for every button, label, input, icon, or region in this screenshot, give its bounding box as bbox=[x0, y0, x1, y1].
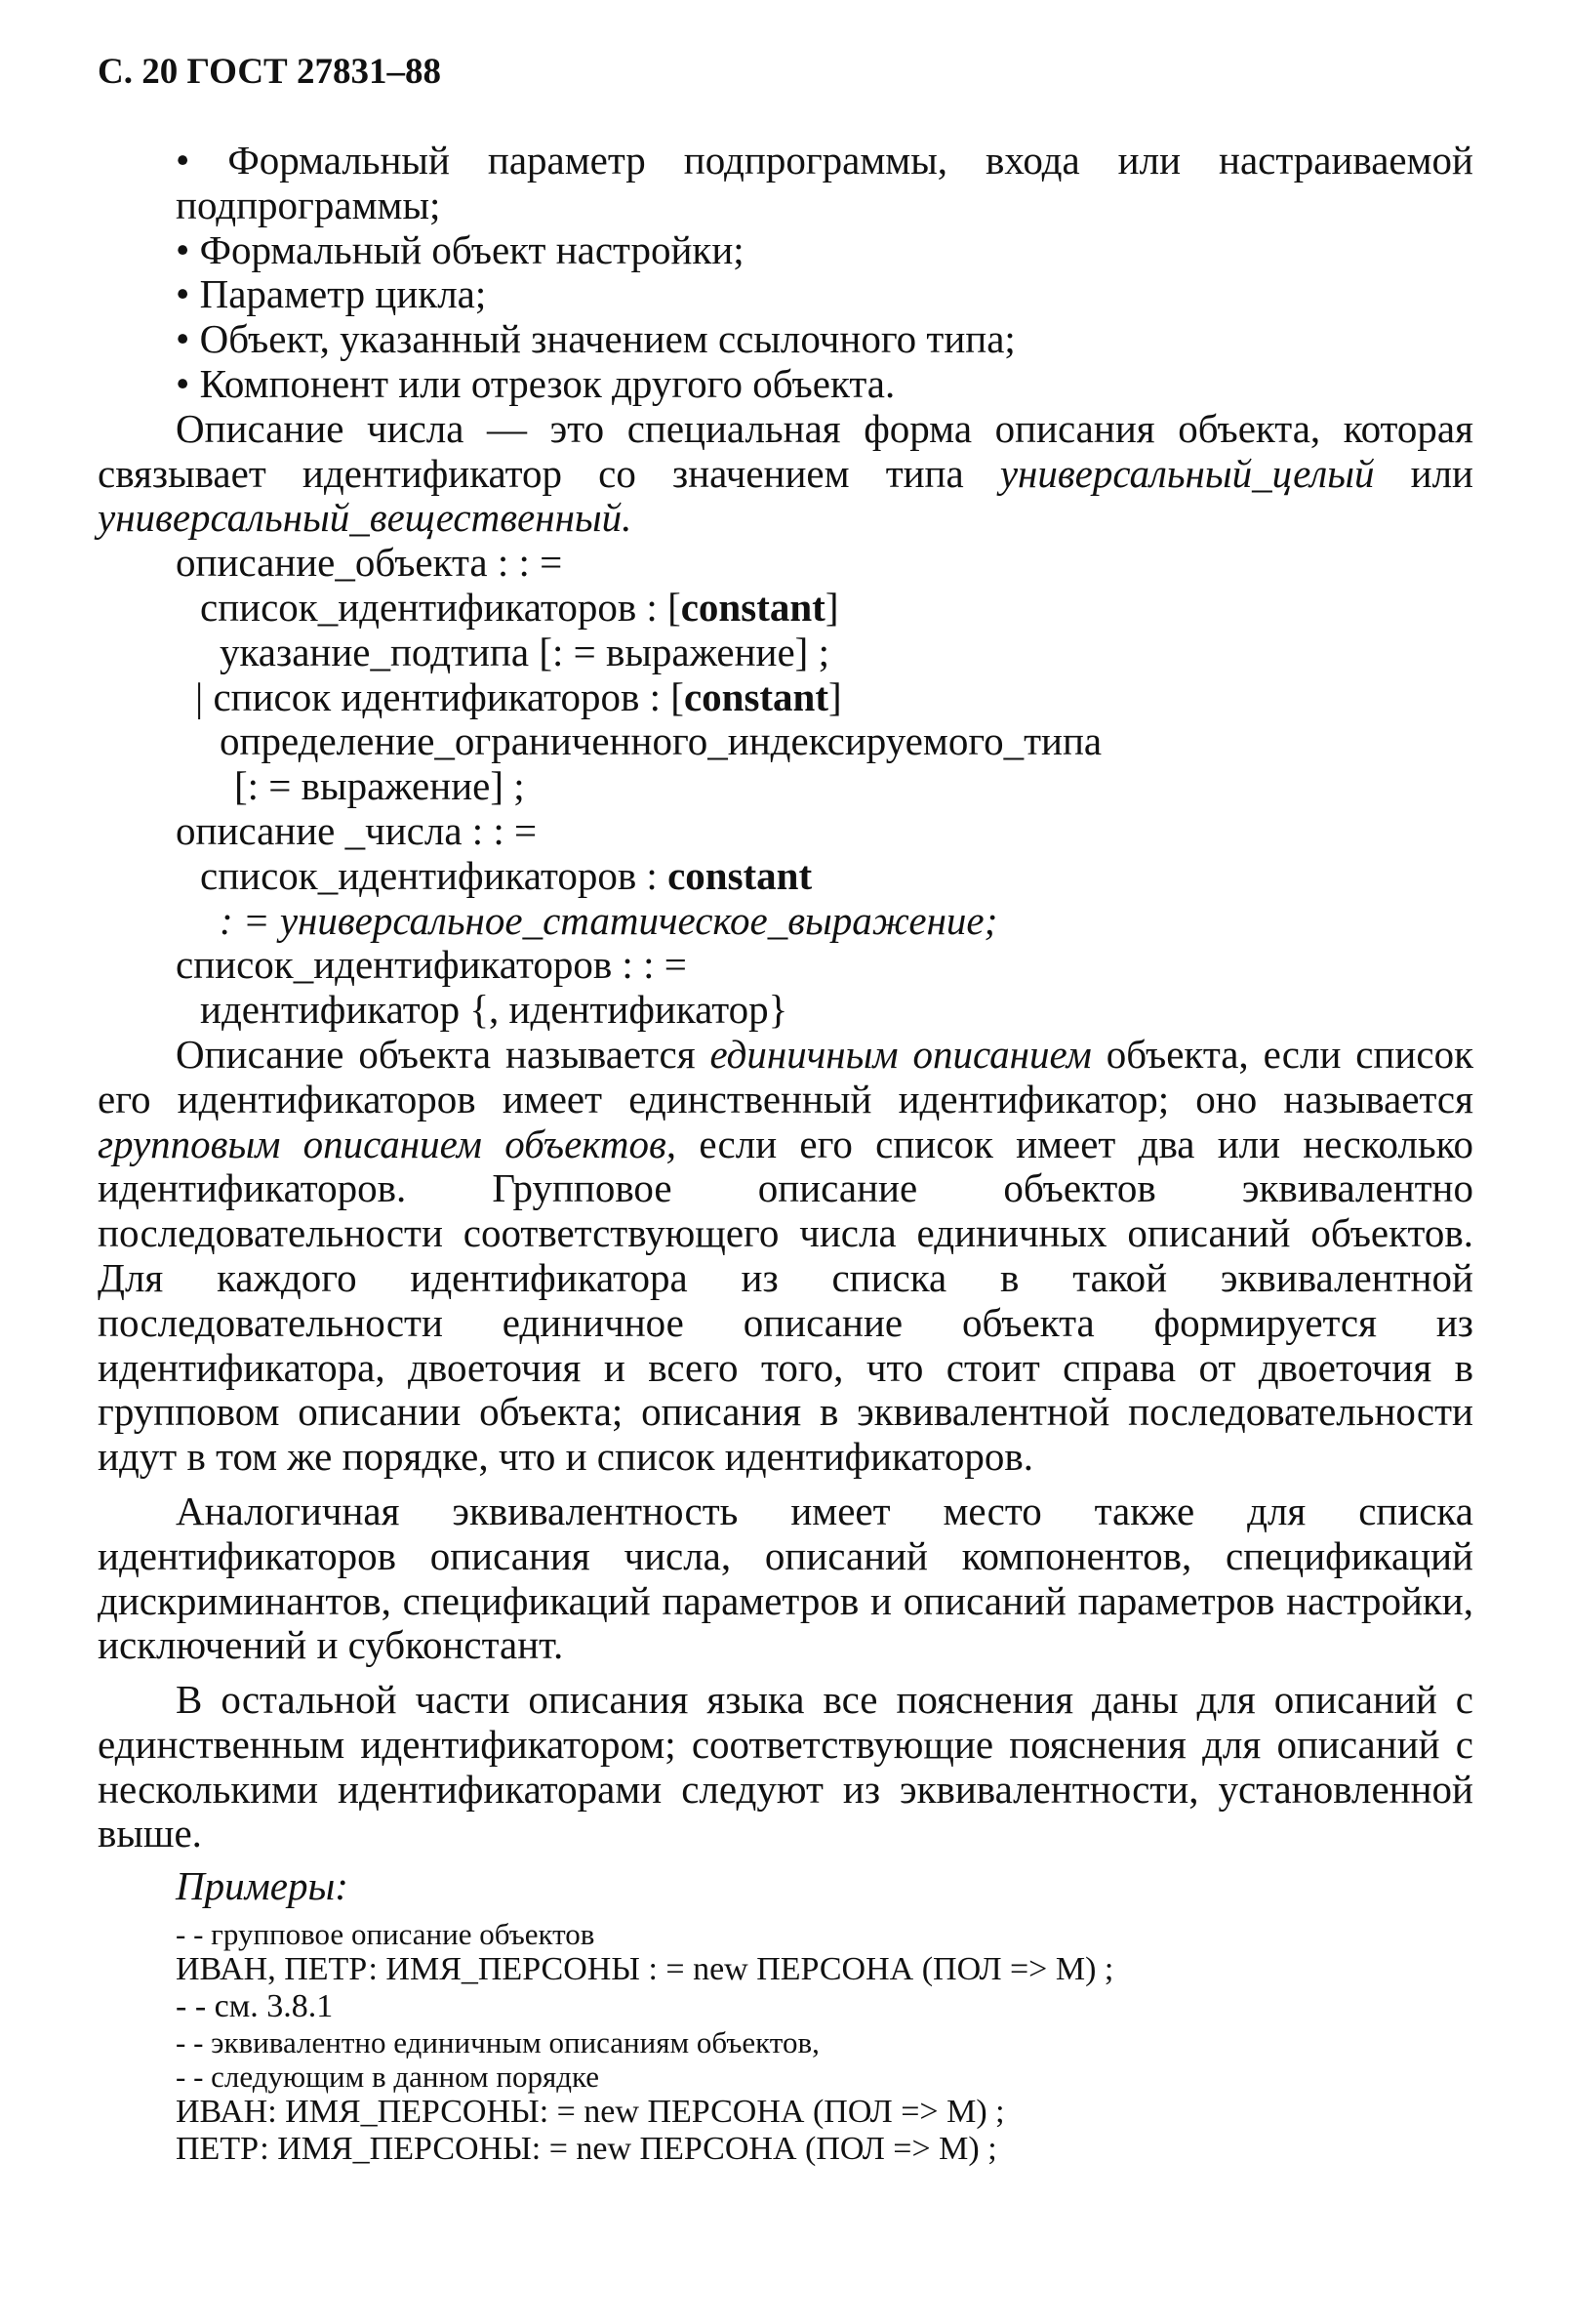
syntax-line bbox=[98, 586, 1473, 631]
bullet-text: • Компонент или отрезок другого объекта. bbox=[176, 360, 896, 406]
bullet-item bbox=[98, 139, 1473, 228]
examples-block bbox=[98, 1917, 1473, 2168]
examples-title: Примеры: bbox=[176, 1863, 348, 1909]
syntax-line: идентификатор {, идентификатор} bbox=[200, 987, 788, 1033]
example-comment: - - см. 3.8.1 bbox=[176, 1988, 334, 2025]
document-page bbox=[98, 51, 1473, 2168]
syntax-line: описание_объекта : : = bbox=[176, 540, 563, 586]
paragraph-text: Описание объекта называется bbox=[176, 1031, 710, 1077]
single-declaration-paragraph bbox=[98, 1033, 1473, 1480]
type-term: универсальный_целый bbox=[999, 450, 1375, 496]
paragraph-text: или bbox=[1374, 450, 1473, 496]
bullet-text: • Формальный параметр подпрограммы, входа или настраиваемой подпрограммы; bbox=[176, 138, 1473, 227]
bullet-text: • Формальный объект настройки; bbox=[176, 226, 745, 272]
bullet-text: • Объект, указанный значением ссылочного типа; bbox=[176, 316, 1016, 362]
syntax-line: : = универсальное_статическое_выражение; bbox=[220, 897, 998, 943]
defined-term: групповым описанием объектов, bbox=[98, 1121, 677, 1166]
syntax-line bbox=[98, 675, 1473, 720]
bullet-item bbox=[98, 362, 1473, 407]
defined-term: единичным описанием bbox=[709, 1031, 1092, 1077]
paragraph-text: объекта, если список его идентификаторов имеет единственный идентификатор; оно называется bbox=[98, 1031, 1473, 1121]
type-term: универсальный_вещественный. bbox=[98, 495, 632, 541]
syntax-text: список_идентификаторов : [ bbox=[200, 584, 681, 630]
syntax-line: определение_ограниченного_индексируемого_типа bbox=[220, 718, 1103, 764]
paragraph-text: если его список имеет два или несколько идентификаторов. Групповое описание объектов эквивалентно последовательности соответствующего числа единичных описаний объектов. Для каждого идентификатора из списка в такой эквивалентной последовательности единичное описание объекта формируется из идентификатора, двоеточия и всего того, что стоит справа от двоеточия в групповом описании объекта; описания в эквивалентной последовательности идут в том же порядке, что и список идентификаторов. bbox=[98, 1121, 1473, 1480]
syntax-block bbox=[98, 541, 1473, 1033]
bullet-item bbox=[98, 317, 1473, 362]
bullet-item bbox=[98, 228, 1473, 273]
number-declaration-paragraph bbox=[98, 407, 1473, 541]
keyword: constant bbox=[680, 584, 825, 630]
syntax-line: список_идентификаторов : : = bbox=[176, 942, 687, 988]
keyword: constant bbox=[683, 673, 829, 719]
example-code: ИВАН, ПЕТР: ИМЯ_ПЕРСОНЫ : = new ПЕРСОНА (ПОЛ => М) ; bbox=[176, 1951, 1114, 1988]
syntax-text: ] bbox=[828, 673, 842, 719]
syntax-text: | список идентификаторов : [ bbox=[195, 673, 684, 719]
example-comment: - - следующим в данном порядке bbox=[176, 2059, 600, 2095]
example-comment: - - эквивалентно единичным описаниям объектов, bbox=[176, 2025, 820, 2060]
page-header: С. 20 ГОСТ 27831–88 bbox=[98, 52, 441, 92]
example-code: ИВАН: ИМЯ_ПЕРСОНЫ: = new ПЕРСОНА (ПОЛ => М) ; bbox=[176, 2094, 1005, 2131]
rest-paragraph: В остальной части описания языка все пояснения даны для описаний с единственным идентификатором; соответствующие пояснения для описаний с несколькими идентификаторами следуют из эквивалентности, установленной выше. bbox=[98, 1677, 1473, 1856]
syntax-line: описание _числа : : = bbox=[176, 807, 538, 853]
example-code: ПЕТР: ИМЯ_ПЕРСОНЫ: = new ПЕРСОНА (ПОЛ => М) ; bbox=[176, 2131, 997, 2168]
bullet-text: • Параметр цикла; bbox=[176, 271, 487, 317]
syntax-text: список_идентификаторов : bbox=[200, 852, 668, 898]
syntax-line bbox=[98, 854, 1473, 899]
keyword: constant bbox=[667, 852, 813, 898]
example-comment: - - групповое описание объектов bbox=[176, 1917, 595, 1952]
syntax-text: ] bbox=[825, 584, 839, 630]
equivalence-paragraph: Аналогичная эквивалентность имеет место также для списка идентификаторов описания числа, описаний компонентов, спецификаций дискриминантов, спецификаций параметров и описаний параметров настройки, исключений и субконстант. bbox=[98, 1488, 1473, 1668]
syntax-line: указание_подтипа [: = выражение] ; bbox=[220, 629, 829, 674]
paragraph-text: Описание числа — это специальная форма описания объекта, которая связывает идентификатор со значением типа bbox=[98, 405, 1473, 496]
syntax-line: [: = выражение] ; bbox=[234, 763, 525, 809]
bullet-item bbox=[98, 272, 1473, 317]
